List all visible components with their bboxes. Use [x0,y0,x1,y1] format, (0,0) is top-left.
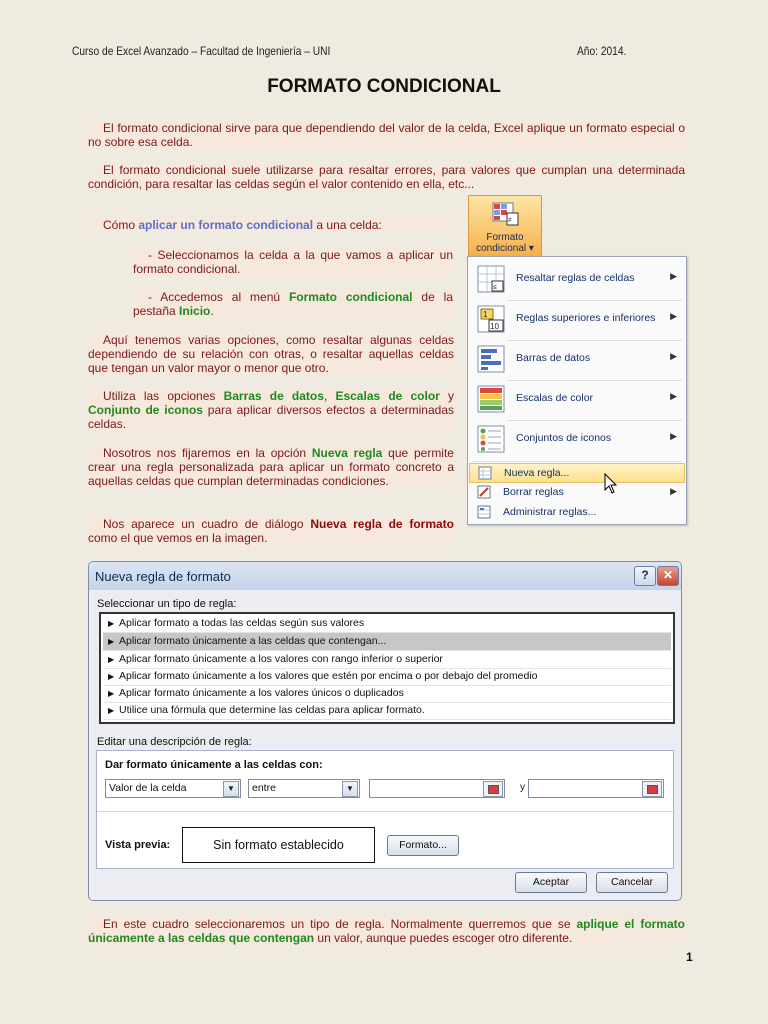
paragraph-how [88,218,454,232]
paragraph-step-1: - Seleccionamos la celda a la que vamos a aplicar un formato condicional. [133,248,453,276]
preview-label: Vista previa: [105,839,171,851]
and-label: y [520,782,525,793]
preview-box: Sin formato establecido [182,827,375,863]
select-value: entre [252,782,276,794]
paragraph-conclusion [88,917,685,945]
manage-rules-icon [477,505,491,519]
mouse-pointer-icon [604,473,618,495]
menu-item-label: Conjuntos de iconos [516,432,612,444]
menu-item-manage-rules[interactable] [469,503,685,521]
conditional-format-button[interactable] [468,195,542,257]
submenu-arrow-icon: ▶ [670,486,677,496]
select-value: Valor de la celda [109,782,187,794]
svg-text:10: 10 [490,322,499,331]
rule-type-item[interactable] [103,651,671,669]
range-select-icon[interactable] [642,781,662,797]
highlight-text: Conjunto de iconos [88,403,203,417]
menu-item-label: Administrar reglas... [503,506,597,518]
page-title: FORMATO CONDICIONAL [267,76,501,97]
text: Nos aparece un cuadro de diálogo [103,517,311,531]
text: Utiliza las opciones [103,389,224,403]
conditional-format-icon [491,201,519,227]
menu-item-label: Nueva regla... [504,467,570,479]
text: para aplicar diversos efectos a determinadas celdas. [88,403,454,431]
rule-type-label: Aplicar formato a todas las celdas según sus valores [119,617,365,629]
rule-type-label: Aplicar formato únicamente a los valores con rango inferior o superior [119,653,443,665]
new-rule-dialog [88,561,682,901]
highlight-text: aplicar un formato condicional [138,218,314,232]
rule-type-label: Utilice una fórmula que determine las celdas para aplicar formato. [119,704,425,716]
menu-item-label: Escalas de color [516,392,594,404]
rule-description-panel [96,750,674,869]
rule-type-list [99,612,675,724]
chevron-down-icon: ▼ [342,781,358,797]
edit-description-label: Editar una descripción de regla: [97,736,252,748]
rule-type-item[interactable] [103,685,671,703]
submenu-arrow-icon: ▶ [670,391,677,401]
svg-text:≤: ≤ [493,284,497,291]
submenu-arrow-icon: ▶ [670,351,677,361]
dialog-titlebar [89,562,681,590]
highlight-text: Formato condicional [288,290,413,304]
bullet-arrow-icon: ▶ [108,619,115,628]
text: a una celda: [313,218,382,232]
menu-item-new-rule[interactable] [469,463,685,483]
text: Nosotros nos fijaremos en la opción [103,446,312,460]
text: como el que vemos en la imagen. [88,531,268,545]
rule-type-item[interactable] [103,615,671,633]
rule-type-label: Aplicar formato únicamente a las celdas que contengan... [119,635,387,647]
bullet-arrow-icon: ▶ [108,706,115,715]
menu-item-label: Barras de datos [516,352,591,364]
highlight-text: Inicio [179,304,211,318]
menu-item-label: Reglas superiores e inferiores [516,312,656,324]
text: de la pestaña [133,290,453,318]
value-from-input[interactable] [369,779,505,798]
close-button[interactable]: ✕ [657,566,679,586]
conditional-format-label-2: condicional ▾ [476,243,534,254]
submenu-arrow-icon: ▶ [670,271,677,281]
new-rule-icon [478,466,492,480]
text: - Accedemos al menú [148,290,289,304]
paragraph-options: Aquí tenemos varias opciones, como resaltar algunas celdas dependiendo de su relación con otras, o resaltar aquellas celdas que tengan un valor mayor o menor que otro. [88,333,454,375]
submenu-arrow-icon: ▶ [670,431,677,441]
header-year: Año: 2014. [577,44,627,58]
text: un valor, aunque puedes escoger otro diferente. [314,931,573,945]
highlight-text: Barras de datos [223,389,324,403]
paragraph-intro: El formato condicional sirve para que dependiendo del valor de la celda, Excel aplique un formato especial o no sobre esa celda. [88,121,685,149]
text: Cómo [103,218,139,232]
select-rule-type-label: Seleccionar un tipo de regla: [97,598,237,610]
icon-sets-icon [477,425,505,453]
rule-type-label: Aplicar formato únicamente a los valores que estén por encima o por debajo del promedio [119,670,538,682]
text: , [323,389,336,403]
range-select-icon[interactable] [483,781,503,797]
highlight-text: Nueva regla de formato [310,517,455,531]
format-button[interactable]: Formato... [387,835,459,856]
paragraph-usage-text: El formato condicional suele utilizarse para resaltar errores, para valores que cumplan una determinada condición, para resaltar las celdas según el valor contenido en ella, etc... [88,163,685,191]
menu-item-highlight-rules[interactable] [469,259,685,299]
highlight-rules-icon [477,265,505,293]
menu-item-clear-rules[interactable] [469,483,685,501]
panel-divider [97,811,673,812]
description-heading: Dar formato únicamente a las celdas con: [105,759,323,771]
chevron-down-icon: ▼ [223,781,239,797]
svg-text:≠: ≠ [508,217,512,224]
cancel-button[interactable]: Cancelar [596,872,668,893]
menu-item-data-bars[interactable] [469,339,685,379]
paragraph-effects [88,389,454,431]
highlight-text: aplique el formato únicamente a las celdas que contengan [88,917,685,945]
rule-type-item-selected[interactable] [103,633,671,651]
clear-rules-icon [477,485,491,499]
dialog-title: Nueva regla de formato [95,569,231,584]
menu-item-label: Resaltar reglas de celdas [516,272,635,284]
menu-divider [472,461,682,462]
menu-item-color-scales[interactable] [469,379,685,419]
highlight-text: Escalas de color [335,389,440,403]
conditional-format-menu [467,256,687,525]
page-number: 1 [686,950,693,964]
data-bars-icon [477,345,505,373]
cell-value-select[interactable] [105,779,241,798]
text: . [210,304,214,318]
submenu-arrow-icon: ▶ [670,311,677,321]
paragraph-new-rule [88,446,454,488]
paragraph-usage [88,163,685,191]
text: que permite crear una regla personalizada para aplicar un formato concreto a aquellas celdas que cumplan determinadas condiciones. [88,446,454,488]
menu-item-icon-sets[interactable] [469,419,685,459]
color-scales-icon [477,385,505,413]
operator-select[interactable] [248,779,360,798]
highlight-text: Nueva regla [311,446,383,460]
text: y [439,389,455,403]
bullet-arrow-icon: ▶ [108,655,115,664]
bullet-arrow-icon: ▶ [108,637,115,646]
bullet-arrow-icon: ▶ [108,689,115,698]
rule-type-label: Aplicar formato únicamente a los valores únicos o duplicados [119,687,404,699]
paragraph-step-2 [133,290,453,318]
rule-type-item[interactable] [103,668,671,686]
value-to-input[interactable] [528,779,664,798]
conditional-format-label-1: Formato [486,232,524,243]
svg-text:1: 1 [483,310,488,319]
bullet-arrow-icon: ▶ [108,672,115,681]
text: En este cuadro seleccionaremos un tipo de regla. Normalmente querremos que se [103,917,577,931]
top-bottom-rules-icon [477,305,505,333]
ok-button[interactable]: Aceptar [515,872,587,893]
header-course: Curso de Excel Avanzado – Facultad de Ingeniería – UNI [72,44,331,58]
rule-type-item[interactable] [103,702,671,720]
paragraph-dialog [88,517,454,545]
menu-item-top-bottom-rules[interactable] [469,299,685,339]
menu-item-label: Borrar reglas [503,486,564,498]
help-button[interactable]: ? [634,566,656,586]
